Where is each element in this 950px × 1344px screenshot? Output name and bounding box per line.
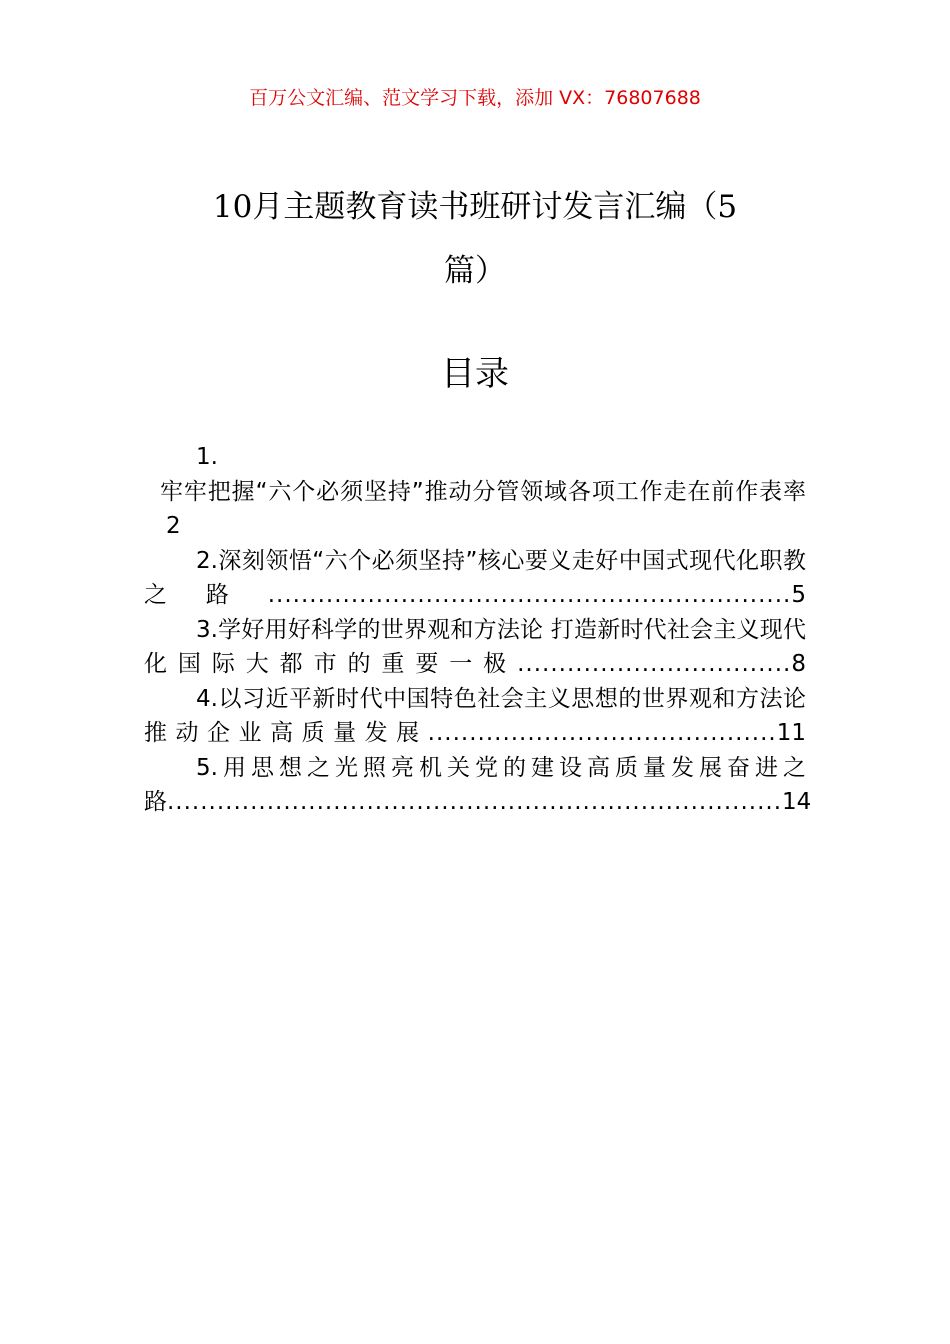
toc-entry-page: 8 [791, 651, 806, 677]
toc-entry-title: 牢牢把握“六个必须坚持”推动分管领域各项工作走在前作表率 [160, 478, 806, 505]
toc-entry[interactable] [144, 682, 806, 751]
toc-entry-leader: .......................................................................... [167, 789, 783, 815]
toc-entry[interactable] [144, 544, 806, 613]
toc-entry-number: 1. [196, 444, 218, 470]
toc-entry-page: 5 [791, 582, 806, 608]
toc-entry[interactable] [144, 613, 806, 682]
toc-heading: 目录 [441, 354, 509, 394]
title-text-part-b: 篇） [444, 253, 506, 289]
title-number: 10 [212, 189, 253, 225]
toc-entry-page: 2 [166, 513, 181, 539]
toc-entry-title: 深刻领悟“六个必须坚持”核心要义走好中国式现代化职教之路 [144, 547, 806, 608]
toc-entry[interactable] [144, 751, 812, 820]
title-text-part-a: 月主题教育读书班研讨发言汇编（ [252, 189, 718, 225]
toc-entry-leader: ................................. [517, 651, 792, 677]
toc-entry-number: 3. [196, 616, 218, 643]
toc-entry-title: 以习近平新时代中国特色社会主义思想的世界观和方法论推动企业高质量发展 [144, 685, 806, 746]
toc-entry-page: 11 [776, 720, 806, 746]
toc-entry[interactable] [144, 440, 806, 544]
title-count: 5 [717, 189, 738, 225]
toc-entry-title: 学好用好科学的世界观和方法论 打造新时代社会主义现代化国际大都市的重要一极 [144, 616, 806, 677]
toc-entry-number: 4. [196, 685, 218, 712]
table-of-contents [144, 440, 812, 820]
toc-entry-title: 用思想之光照亮机关党的建设高质量发展奋进之路 [144, 754, 806, 815]
toc-entry-number: 5. [196, 754, 218, 781]
toc-entry-number: 2. [196, 547, 218, 574]
toc-entry-leader: .......................................... [427, 720, 777, 746]
toc-entry-leader: ............................................................... [267, 582, 792, 608]
header-promo-note: 百万公文汇编、范文学习下载，添加 VX：76807688 [249, 87, 701, 109]
toc-entry-page: 14 [782, 789, 812, 815]
document-title [170, 175, 780, 303]
